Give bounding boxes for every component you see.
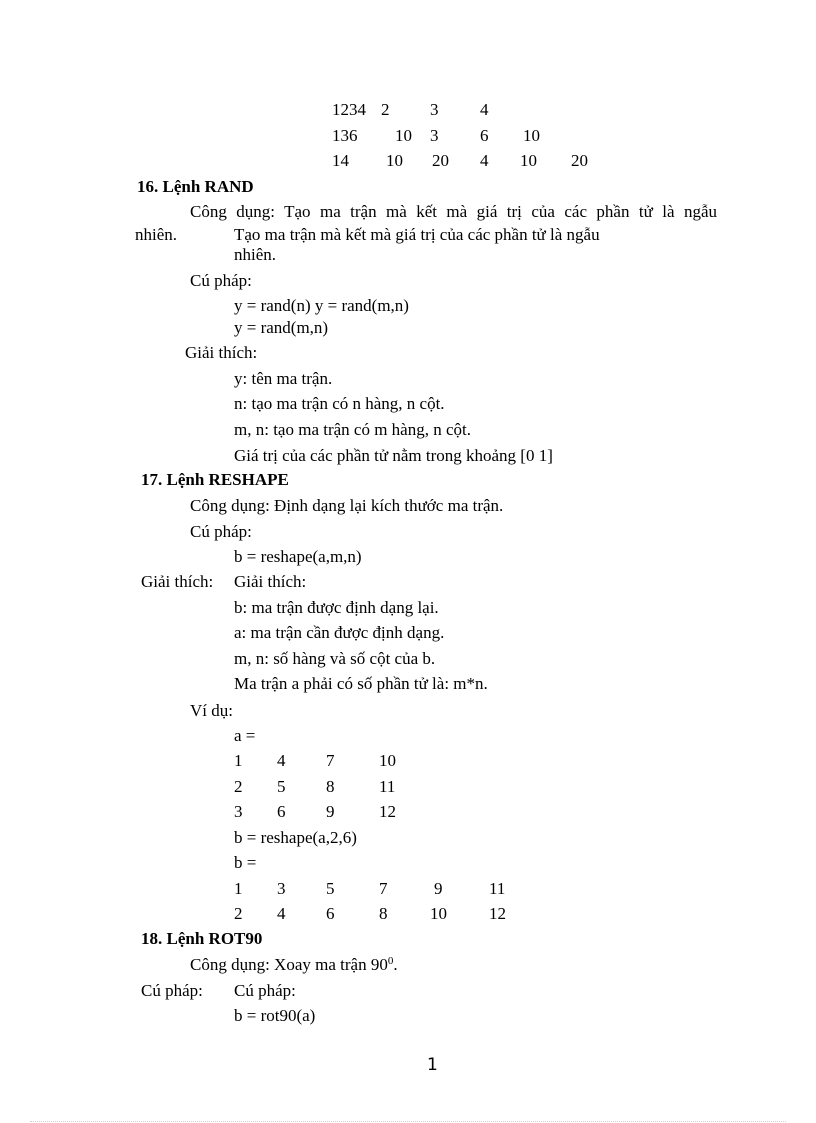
rand-syntax-label: Cú pháp:	[190, 271, 252, 290]
matrix-cell: 4	[277, 904, 286, 923]
matrix-cell: 10	[523, 126, 540, 145]
reshape-example-label: Ví dụ:	[190, 701, 233, 720]
matrix-cell: 11	[379, 777, 396, 796]
matrix-cell: 10	[395, 126, 412, 145]
matrix-cell: 7	[379, 879, 388, 898]
page-number: 1	[427, 1055, 438, 1075]
reshape-usage: Công dụng: Định dạng lại kích thước ma trận.	[190, 496, 504, 515]
matrix-cell: 14	[332, 151, 349, 170]
matrix-cell: 136	[332, 126, 358, 145]
matrix-cell: 9	[326, 802, 335, 821]
rand-explain-item: Giá trị của các phần tử nằm trong khoảng [0 1]	[234, 446, 553, 465]
rot90-usage-suffix: .	[393, 955, 398, 974]
matrix-cell: 12	[489, 904, 506, 923]
matrix-b-label: b =	[234, 853, 257, 872]
matrix-cell: 12	[379, 802, 396, 821]
rand-syntax-line: y = rand(m,n)	[234, 318, 329, 337]
reshape-command: b = reshape(a,2,6)	[234, 828, 357, 847]
matrix-a-label: a =	[234, 726, 256, 745]
matrix-cell: 1	[234, 751, 243, 770]
rot90-syntax-label: Cú pháp:	[234, 981, 296, 1000]
matrix-cell: 10	[379, 751, 396, 770]
rand-usage-dup: Tạo ma trận mà kết mà giá trị của các phần tử là ngẫu	[234, 225, 600, 244]
matrix-cell: 8	[326, 777, 335, 796]
matrix-cell: 4	[480, 151, 489, 170]
matrix-cell: 2	[234, 777, 243, 796]
matrix-cell: 7	[326, 751, 335, 770]
section-heading-reshape: 17. Lệnh RESHAPE	[141, 470, 289, 489]
matrix-cell: 5	[277, 777, 286, 796]
rot90-usage-sup: 0	[387, 955, 394, 967]
matrix-cell: 1234	[332, 100, 366, 119]
matrix-cell: 5	[326, 879, 335, 898]
matrix-cell: 10	[386, 151, 403, 170]
reshape-syntax: b = reshape(a,m,n)	[234, 547, 362, 566]
rot90-syntax: b = rot90(a)	[234, 1006, 316, 1025]
rot90-usage-text: Công dụng: Xoay ma trận 90	[190, 955, 388, 974]
rand-usage-dup-tail: nhiên.	[234, 245, 277, 264]
matrix-cell: 3	[430, 126, 439, 145]
matrix-cell: 11	[489, 879, 506, 898]
reshape-explain-item: b: ma trận được định dạng lại.	[234, 598, 439, 617]
matrix-cell: 6	[277, 802, 286, 821]
reshape-explain-label: Giải thích:	[234, 572, 307, 591]
matrix-cell: 4	[277, 751, 286, 770]
matrix-cell: 3	[277, 879, 286, 898]
rot90-syntax-label-left: Cú pháp:	[141, 981, 203, 1000]
matrix-cell: 1	[234, 879, 243, 898]
rand-explain-label: Giải thích:	[185, 343, 258, 362]
rand-usage-line: Công dụng: Tạo ma trận mà kết mà giá trị của các phần tử là ngẫu	[190, 202, 717, 221]
reshape-syntax-label: Cú pháp:	[190, 522, 252, 541]
matrix-cell: 20	[432, 151, 449, 170]
section-heading-rot90: 18. Lệnh ROT90	[141, 929, 263, 948]
matrix-cell: 10	[430, 904, 447, 923]
rand-usage-tail: nhiên.	[135, 225, 178, 244]
rand-explain-item: n: tạo ma trận có n hàng, n cột.	[234, 394, 445, 413]
matrix-cell: 10	[520, 151, 537, 170]
rand-explain-item: y: tên ma trận.	[234, 369, 333, 388]
matrix-cell: 2	[234, 904, 243, 923]
reshape-explain-label-left: Giải thích:	[141, 572, 214, 591]
rot90-usage	[190, 955, 398, 975]
matrix-cell: 3	[234, 802, 243, 821]
matrix-cell: 6	[326, 904, 335, 923]
matrix-cell: 9	[434, 879, 443, 898]
matrix-cell: 6	[480, 126, 489, 145]
matrix-cell: 20	[571, 151, 588, 170]
rand-explain-item: m, n: tạo ma trận có m hàng, n cột.	[234, 420, 471, 439]
matrix-cell: 8	[379, 904, 388, 923]
reshape-explain-item: Ma trận a phải có số phần tử là: m*n.	[234, 674, 488, 693]
matrix-cell: 3	[430, 100, 439, 119]
section-heading-rand: 16. Lệnh RAND	[137, 177, 254, 196]
rand-syntax-line: y = rand(n) y = rand(m,n)	[234, 296, 409, 315]
page-bottom-divider	[30, 1121, 786, 1122]
reshape-explain-item: m, n: số hàng và số cột của b.	[234, 649, 436, 668]
matrix-cell: 4	[480, 100, 489, 119]
matrix-cell: 2	[381, 100, 390, 119]
reshape-explain-item: a: ma trận cần được định dạng.	[234, 623, 445, 642]
